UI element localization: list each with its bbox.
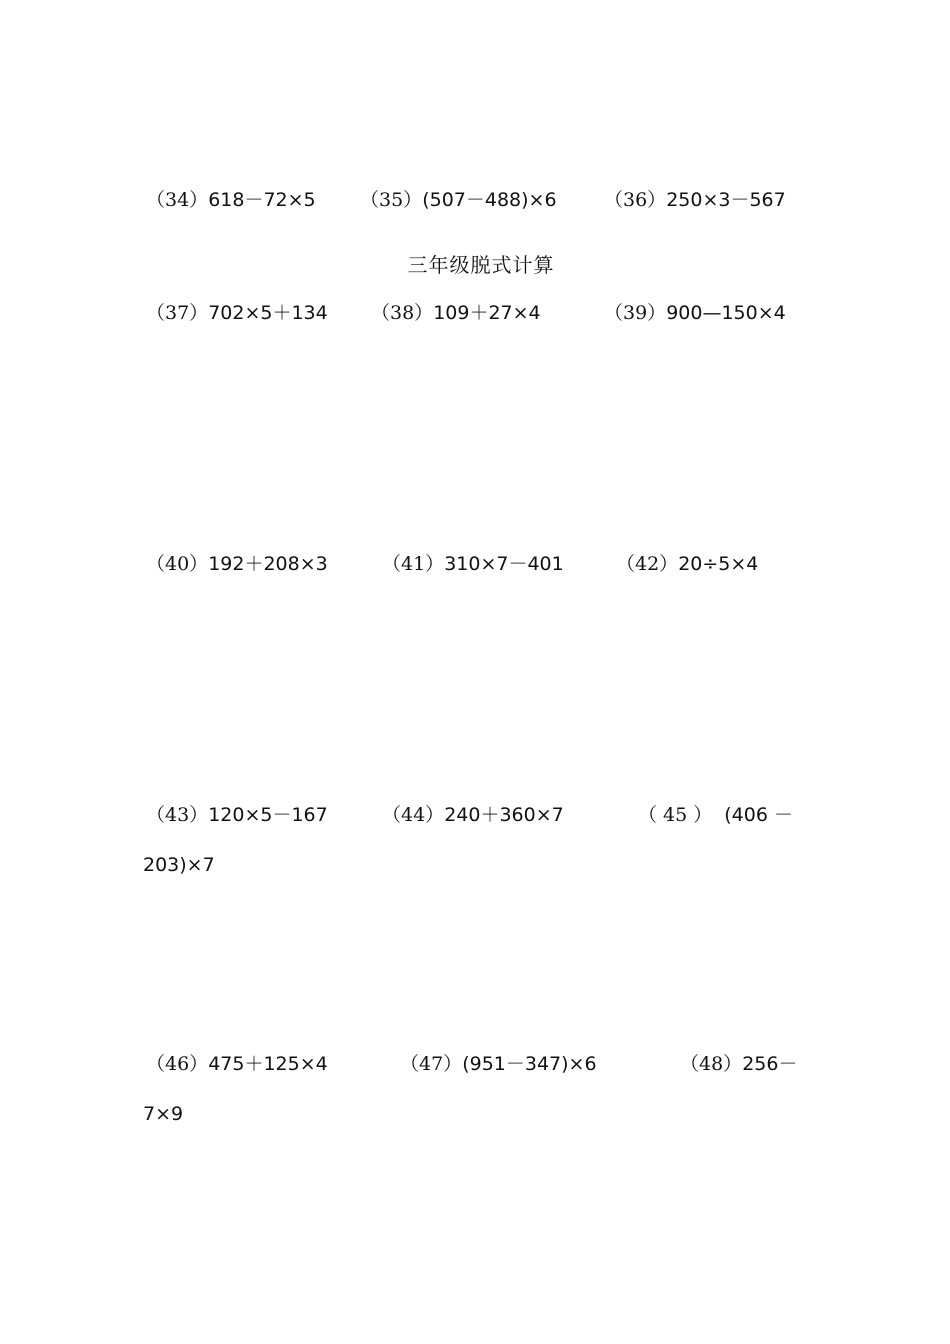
page-title: 三年级脱式计算 — [407, 253, 555, 277]
problem-expression: (951－347)×6 — [462, 1053, 597, 1075]
problem-number: （34） — [146, 189, 209, 211]
problem-number: （41） — [382, 553, 445, 575]
problem-expression: 250×3－567 — [666, 189, 786, 211]
problem-number: （43） — [146, 804, 209, 826]
problem-number: （36） — [604, 189, 667, 211]
problem-number: （40） — [146, 553, 209, 575]
problem-48-continuation: 7×9 — [143, 1103, 184, 1125]
problem-number: （47） — [400, 1053, 463, 1075]
problem-number: （ 45 ） — [638, 804, 713, 826]
problem-39 — [604, 301, 786, 325]
problem-expression: 702×5＋134 — [208, 302, 328, 324]
problem-number: （44） — [382, 804, 445, 826]
problem-expression: 109＋27×4 — [433, 302, 541, 324]
problem-45 — [638, 803, 793, 827]
problem-37 — [146, 301, 328, 325]
problem-number: （48） — [680, 1053, 743, 1075]
problem-34 — [146, 188, 316, 212]
problem-41 — [382, 552, 564, 576]
problem-expression: 192＋208×3 — [208, 553, 328, 575]
problem-47 — [400, 1052, 597, 1076]
problem-expression: (406 － — [724, 804, 793, 826]
problem-48 — [680, 1052, 797, 1076]
problem-44 — [382, 803, 564, 827]
problem-number: （46） — [146, 1053, 209, 1075]
problem-expression: (507－488)×6 — [422, 189, 557, 211]
problem-number: （42） — [616, 553, 679, 575]
problem-expression: 475＋125×4 — [208, 1053, 328, 1075]
problem-number: （35） — [360, 189, 423, 211]
problem-number: （37） — [146, 302, 209, 324]
problem-46 — [146, 1052, 328, 1076]
problem-expression: 900—150×4 — [666, 302, 786, 324]
problem-45-continuation: 203)×7 — [143, 854, 215, 876]
problem-43 — [146, 803, 328, 827]
problem-expression: 20÷5×4 — [678, 553, 759, 575]
problem-expression: 240＋360×7 — [444, 804, 564, 826]
problem-expression: 120×5－167 — [208, 804, 328, 826]
problem-expression: 618－72×5 — [208, 189, 316, 211]
problem-number: （38） — [371, 302, 434, 324]
problem-number: （39） — [604, 302, 667, 324]
problem-35 — [360, 188, 557, 212]
problem-36 — [604, 188, 786, 212]
problem-42 — [616, 552, 758, 576]
problem-38 — [371, 301, 541, 325]
problem-expression: 256－ — [742, 1053, 798, 1075]
problem-40 — [146, 552, 328, 576]
problem-expression: 310×7－401 — [444, 553, 564, 575]
